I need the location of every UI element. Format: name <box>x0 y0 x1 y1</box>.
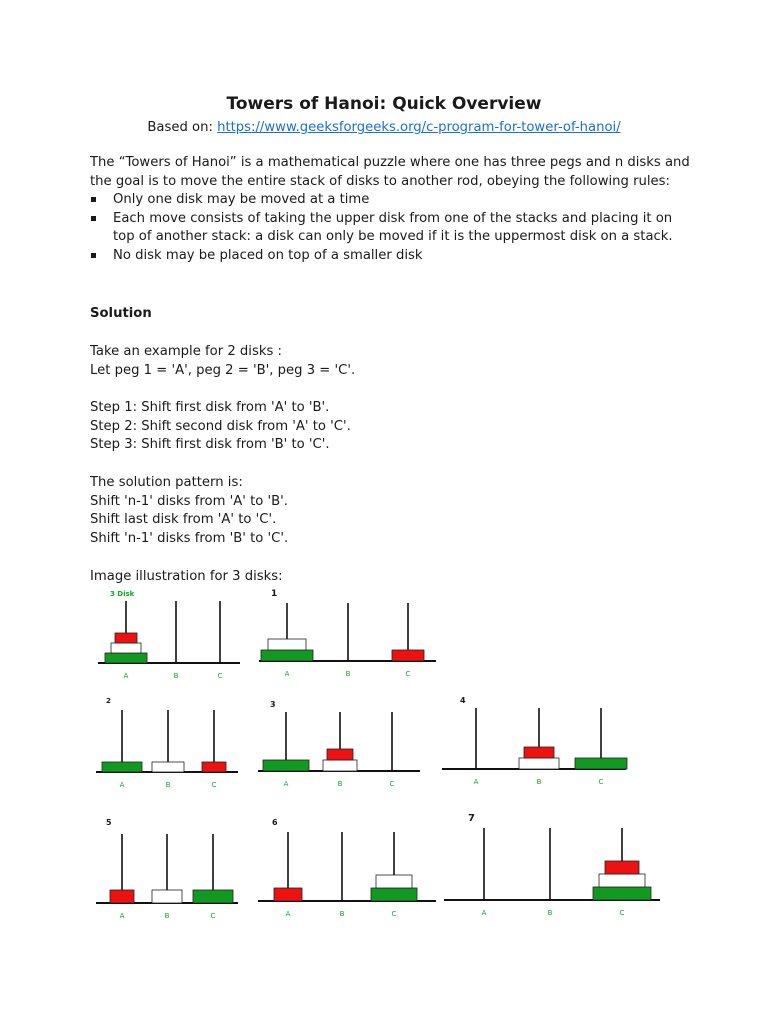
disk-medium <box>519 758 559 769</box>
peg-label: C <box>405 670 411 678</box>
disk-small <box>115 633 137 643</box>
intro-paragraph: The “Towers of Hanoi” is a mathematical puzzle where one has three pegs and n disks and the goal is to move the entire stack of disks to another rod, obeying the following rules: <box>90 155 690 189</box>
disk-medium <box>599 874 645 887</box>
hanoi-svg <box>438 694 630 798</box>
peg-label: B <box>337 780 343 788</box>
hanoi-svg <box>254 816 440 930</box>
hanoi-diagram <box>438 694 630 798</box>
peg-label: B <box>173 672 179 680</box>
hanoi-diagram <box>255 587 440 687</box>
based-on-label: Based on: <box>147 120 213 135</box>
peg-label: A <box>123 672 129 680</box>
disk-small <box>392 650 424 661</box>
hanoi-diagram <box>94 587 244 687</box>
disk-medium <box>111 643 141 653</box>
hanoi-diagram <box>92 816 242 932</box>
peg-label: C <box>389 780 395 788</box>
disk-small <box>327 749 353 760</box>
example-line: Take an example for 2 disks : <box>90 344 282 359</box>
disk-small <box>524 747 554 758</box>
diagram-step-label: 1 <box>271 589 278 599</box>
disk-large <box>371 888 417 901</box>
diagram-step-label: 2 <box>106 697 111 705</box>
pattern-line: The solution pattern is: <box>90 475 243 490</box>
hanoi-diagram <box>254 816 440 930</box>
peg-label: A <box>284 670 290 678</box>
disk-large <box>105 653 147 663</box>
solution-heading: Solution <box>90 306 152 321</box>
pattern-line: Shift last disk from 'A' to 'C'. <box>90 512 277 528</box>
diagram-step-label: 3 <box>270 700 276 709</box>
diagram-step-label: 6 <box>272 818 278 827</box>
hanoi-svg <box>254 698 424 798</box>
disk-medium <box>376 875 412 888</box>
disk-medium <box>323 760 357 771</box>
peg-label: C <box>619 909 625 917</box>
peg-label: A <box>119 781 125 789</box>
diagram-step-label: 3 Disk <box>110 590 135 598</box>
step-line: Step 3: Shift first disk from 'B' to 'C'. <box>90 437 330 453</box>
peg-label: A <box>481 909 487 917</box>
disk-small <box>605 861 639 874</box>
disk-large <box>575 758 627 769</box>
hanoi-svg <box>92 816 242 932</box>
step-line: Step 2: Shift second disk from 'A' to 'C'. <box>90 418 351 434</box>
peg-label: A <box>285 910 291 918</box>
rule-item: Only one disk may be moved at a time <box>90 191 690 210</box>
disk-medium <box>152 890 182 903</box>
peg-label: C <box>217 672 223 680</box>
disk-large <box>193 890 233 903</box>
hanoi-diagram <box>254 698 424 798</box>
source-link[interactable]: https://www.geeksforgeeks.org/c-program-for-tower-of-hanoi/ <box>217 120 621 135</box>
document-title: Towers of Hanoi: Quick Overview <box>226 94 542 114</box>
hanoi-diagram <box>92 694 242 798</box>
peg-label: C <box>598 778 604 786</box>
diagram-step-label: 5 <box>106 818 112 827</box>
peg-label: A <box>283 780 289 788</box>
based-on-line <box>0 120 768 135</box>
disk-large <box>263 760 309 771</box>
disk-medium <box>152 762 184 772</box>
peg-label: C <box>211 781 217 789</box>
disk-large <box>261 650 313 661</box>
pattern-line: Shift 'n-1' disks from 'B' to 'C'. <box>90 530 289 546</box>
peg-label: C <box>210 912 216 920</box>
example-block <box>90 343 355 380</box>
disk-small <box>202 762 226 772</box>
hanoi-svg <box>440 812 664 930</box>
rule-item: No disk may be placed on top of a smaller disk <box>90 247 690 266</box>
hanoi-svg <box>94 587 244 687</box>
pattern-block <box>90 474 288 548</box>
diagram-step-label: 7 <box>468 813 475 824</box>
peg-label: B <box>164 912 170 920</box>
disk-medium <box>268 639 306 650</box>
diagram-step-label: 4 <box>460 696 466 705</box>
intro-section <box>90 154 690 266</box>
disk-small <box>110 890 134 903</box>
hanoi-svg <box>255 587 440 687</box>
illustration-caption: Image illustration for 3 disks: <box>90 569 283 584</box>
rule-item: Each move consists of taking the upper disk from one of the stacks and placing it on top of another stack: a disk can only be moved if it is the uppermost disk on a stack. <box>90 210 690 247</box>
hanoi-diagram <box>440 812 664 930</box>
rules-list <box>90 191 690 265</box>
disk-small <box>274 888 302 901</box>
peg-label: C <box>391 910 397 918</box>
step-line: Step 1: Shift first disk from 'A' to 'B'. <box>90 400 330 415</box>
peg-label: B <box>165 781 171 789</box>
steps-block <box>90 399 351 455</box>
pattern-line: Shift 'n-1' disks from 'A' to 'B'. <box>90 493 288 509</box>
example-line: Let peg 1 = 'A', peg 2 = 'B', peg 3 = 'C'. <box>90 362 356 378</box>
peg-label: B <box>536 778 542 786</box>
disk-large <box>593 887 651 900</box>
peg-label: A <box>119 912 125 920</box>
peg-label: B <box>339 910 345 918</box>
disk-large <box>102 762 142 772</box>
peg-label: A <box>473 778 479 786</box>
peg-label: B <box>345 670 351 678</box>
hanoi-svg <box>92 694 242 798</box>
peg-label: B <box>547 909 553 917</box>
